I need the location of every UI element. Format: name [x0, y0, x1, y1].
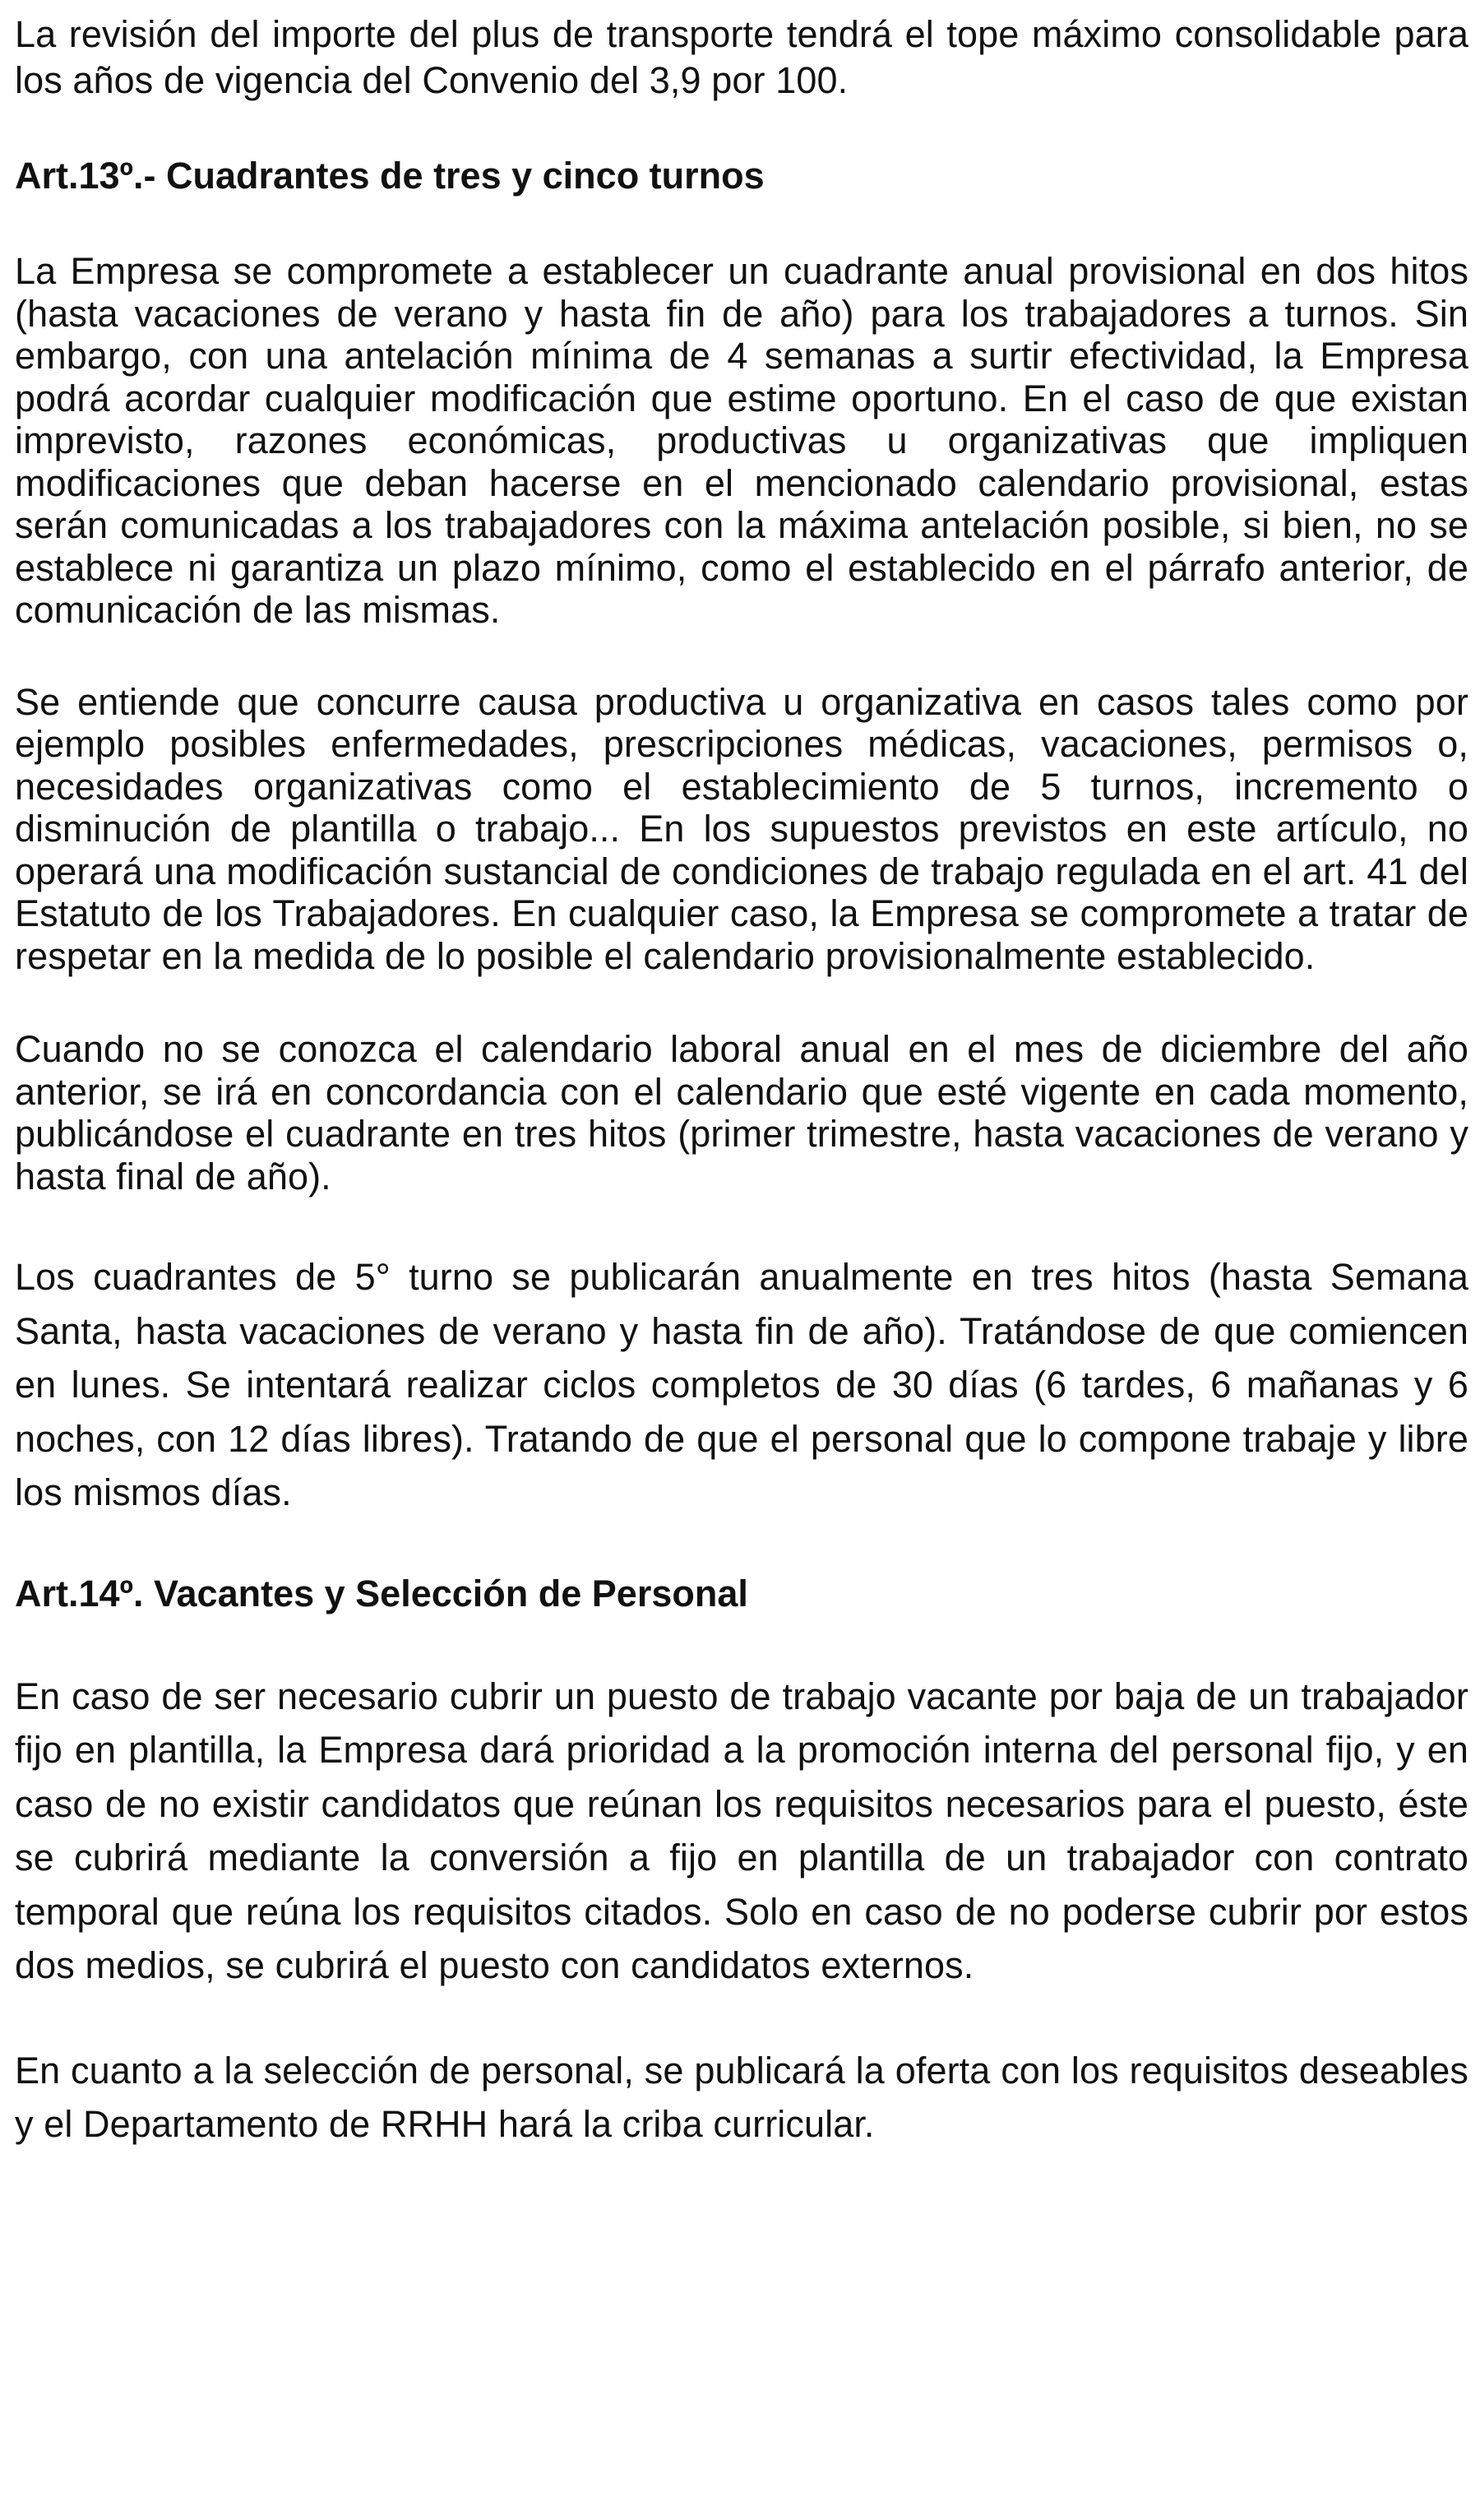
article-14-paragraph-2: En cuanto a la selección de personal, se publicará la oferta con los requisitos deseables y el Departamento de RRHH hará la criba curricular. [15, 2049, 1468, 2145]
article-13-paragraph-3: Cuando no se conozca el calendario laboral anual en el mes de diciembre del año anterior, se irá en concordancia con el calendario que esté vigente en cada momento, publicándose el cuadrante en tres hitos (primer trimestre, hasta vacaciones de verano y hasta final de año). [15, 1028, 1468, 1197]
intro-paragraph: La revisión del importe del plus de transporte tendrá el tope máximo consolidable para los años de vigencia del Convenio del 3,9 por 100. [15, 13, 1468, 101]
spacer [15, 977, 1468, 1028]
article-14-heading: Art.14º. Vacantes y Selección de Personal [15, 1572, 748, 1614]
spacer [15, 199, 1468, 250]
spacer [15, 1520, 1468, 1571]
article-13-paragraph-2: Se entiende que concurre causa productiva u organizativa en casos tales como por ejemplo posibles enfermedades, prescripciones médicas, vacaciones, permisos o, necesidades organizativas como el establecimiento de 5 turnos, incremento o disminución de plantilla o trabajo... En los supuestos previstos en este artículo, no operará una modificación sustancial de condiciones de trabajo regulada en el art. 41 del Estatuto de los Trabajadores. En cualquier caso, la Empresa se compromete a tratar de respetar en la medida de lo posible el calendario provisionalmente establecido. [15, 680, 1468, 977]
article-14-paragraph-1: En caso de ser necesario cubrir un puesto de trabajo vacante por baja de un trabajador fijo en plantilla, la Empresa dará prioridad a la promoción interna del personal fijo, y en caso de no existir candidatos que reúnan los requisitos necesarios para el puesto, éste se cubrirá mediante la conversión a fijo en plantilla de un trabajador con contrato temporal que reúna los requisitos citados. Solo en caso de no poderse cubrir por estos dos medios, se cubrirá el puesto con candidatos externos. [15, 1675, 1468, 1986]
document-page [15, 12, 1468, 2152]
spacer [15, 632, 1468, 681]
spacer [15, 1617, 1468, 1670]
article-13-paragraph-4: Los cuadrantes de 5° turno se publicarán anualmente en tres hitos (hasta Semana Santa, hasta vacaciones de verano y hasta fin de año). Tratándose de que comiencen en lunes. Se intentará realizar ciclos completos de 30 días (6 tardes, 6 mañanas y 6 noches, con 12 días libres). Tratando de que el personal que lo compone trabaje y libre los mismos días. [15, 1256, 1468, 1513]
spacer [15, 1993, 1468, 2044]
article-13-paragraph-1: La Empresa se compromete a establecer un cuadrante anual provisional en dos hitos (hasta vacaciones de verano y hasta fin de año) para los trabajadores a turnos. Sin embargo, con una antelación mínima de 4 semanas a surtir efectividad, la Empresa podrá acordar cualquier modificación que estime oportuno. En el caso de que existan imprevisto, razones económicas, productivas u organizativas que impliquen modificaciones que deban hacerse en el mencionado calendario provisional, estas serán comunicadas a los trabajadores con la máxima antelación posible, si bien, no se establece ni garantiza un plazo mínimo, como el establecido en el párrafo anterior, de comunicación de las mismas. [15, 250, 1468, 631]
spacer [15, 1197, 1468, 1250]
article-13-heading: Art.13º.- Cuadrantes de tres y cinco turnos [15, 155, 765, 197]
spacer [15, 104, 1468, 153]
